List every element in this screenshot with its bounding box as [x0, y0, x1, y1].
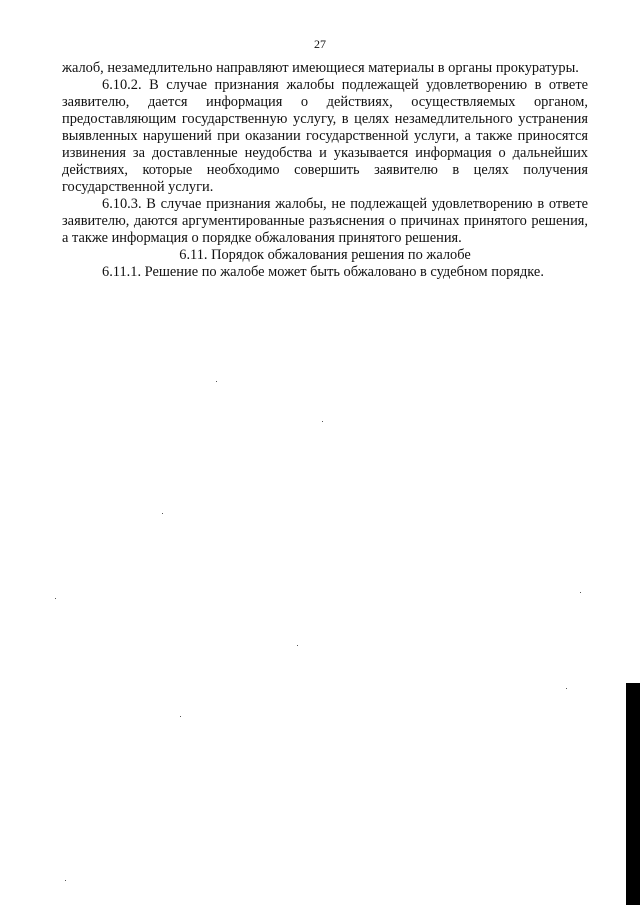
scan-speck — [180, 716, 181, 717]
paragraph-continuation: жалоб, незамедлительно направляют имеющиеся материалы в органы прокуратуры. — [62, 60, 579, 76]
scan-speck — [580, 592, 581, 593]
scan-speck — [322, 421, 323, 422]
paragraph-6-10-3: 6.10.3. В случае признания жалобы, не подлежащей удовлетворению в ответе заявителю, даются аргументированные разъяснения о причинах принятого решения, а также информация о порядке обжалования принятого решения. — [62, 196, 588, 246]
scan-speck — [297, 645, 298, 646]
scan-speck — [566, 688, 567, 689]
scan-speck — [162, 513, 163, 514]
paragraph-6-11-1: 6.11.1. Решение по жалобе может быть обжаловано в судебном порядке. — [102, 264, 544, 280]
paragraph-6-10-2: 6.10.2. В случае признания жалобы подлежащей удовлетворению в ответе заявителю, дается информация о действиях, осуществляемых органом, предоставляющим государственную услугу, в целях незамедлительного устранения выявленных нарушений при оказании государственной услуги, а также приносятся извинения за доставленные неудобства и указывается информация о дальнейших действиях, которые необходимо совершить заявителю в целях получения государственной услуги. — [62, 77, 588, 195]
scan-speck — [216, 381, 217, 382]
scan-edge-shadow — [626, 683, 640, 905]
section-heading-6-11: 6.11. Порядок обжалования решения по жалобе — [179, 247, 471, 263]
scan-speck — [65, 880, 66, 881]
scan-speck — [55, 598, 56, 599]
page-number: 27 — [314, 37, 326, 51]
document-body — [62, 60, 588, 281]
